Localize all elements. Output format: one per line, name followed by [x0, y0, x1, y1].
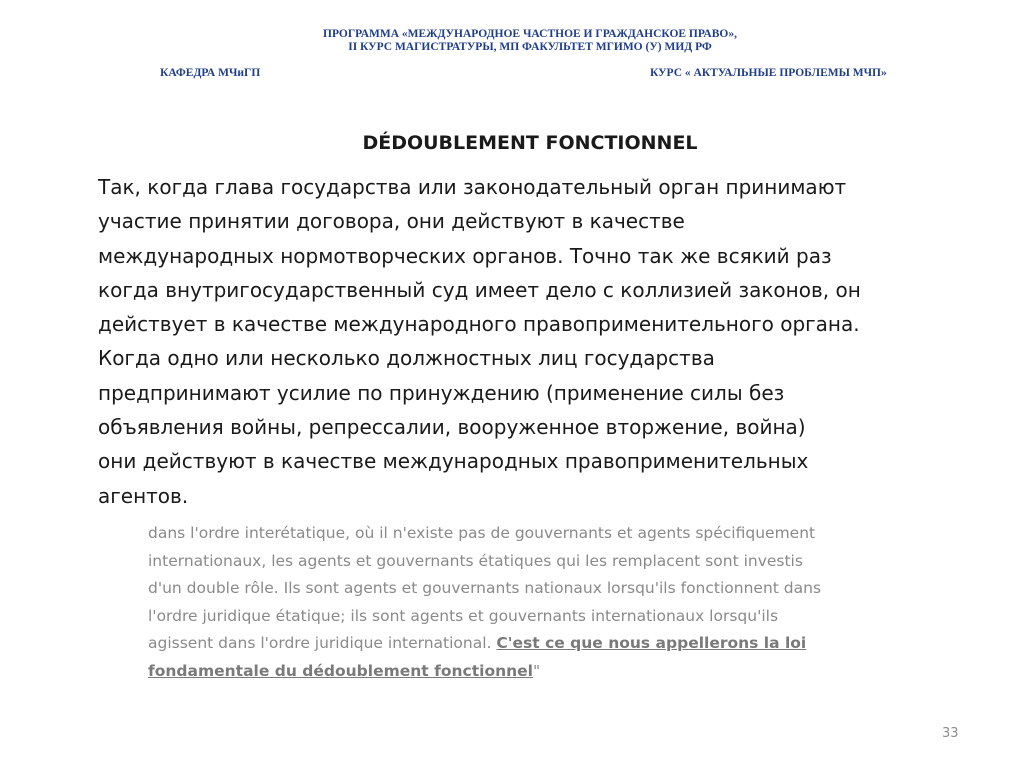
main-paragraph	[98, 170, 978, 513]
department-label: КАФЕДРА МЧиГП	[160, 67, 261, 79]
main-paragraph-line: они действуют в качестве международных правоприменительных	[98, 449, 809, 474]
quote-line: dans l'ordre interétatique, où il n'existe pas de gouvernants et agents spécifiquement	[148, 524, 816, 542]
french-quote	[148, 520, 968, 685]
quote-text: agissent dans l'ordre juridique international.	[148, 634, 497, 652]
program-title-line-2: II КУРС МАГИСТРАТУРЫ, МП ФАКУЛЬТЕТ МГИМО (У) МИД РФ	[348, 41, 712, 53]
quote-emphasis: C'est ce que nous appellerons la loi	[496, 634, 807, 652]
quote-line: d'un double rôle. Ils sont agents et gouvernants nationaux lorsqu'ils fonctionnent dans	[148, 579, 822, 597]
program-title-line-1: ПРОГРАММА «МЕЖДУНАРОДНОЕ ЧАСТНОЕ И ГРАЖДАНСКОЕ ПРАВО»,	[323, 28, 737, 40]
slide-header	[0, 0, 1024, 110]
quote-line	[148, 630, 968, 658]
slide-title: DÉDOUBLEMENT FONCTIONNEL	[362, 132, 698, 154]
main-paragraph-line: предпринимают усилие по принуждению (применение силы без	[98, 380, 785, 405]
main-paragraph-line: когда внутригосударственный суд имеет дело с коллизией законов, он	[98, 277, 861, 302]
quote-line	[148, 658, 968, 686]
page-number: 33	[942, 726, 959, 741]
main-paragraph-line: агентов.	[98, 483, 189, 508]
main-paragraph-line: Когда одно или несколько должностных лиц государства	[98, 346, 715, 371]
main-paragraph-line: международных нормотворческих органов. Точно так же всякий раз	[98, 243, 832, 268]
course-label: КУРС « АКТУАЛЬНЫЕ ПРОБЛЕМЫ МЧП»	[650, 67, 887, 79]
main-paragraph-line: действует в качестве международного правоприменительного органа.	[98, 312, 860, 337]
quote-line: l'ordre juridique étatique; ils sont agents et gouvernants internationaux lorsqu'ils	[148, 606, 779, 625]
main-paragraph-line: участие принятии договора, они действуют в качестве	[98, 209, 685, 234]
main-paragraph-line: объявления войны, репрессалии, вооруженное вторжение, война)	[98, 415, 806, 440]
main-paragraph-line: Так, когда глава государства или законодательный орган принимают	[98, 175, 847, 199]
quote-emphasis: fondamentale du dédoublement fonctionnel	[148, 661, 533, 680]
quote-closing-mark: "	[533, 661, 541, 680]
quote-line: internationaux, les agents et gouvernants étatiques qui les remplacent sont investis	[148, 551, 803, 570]
